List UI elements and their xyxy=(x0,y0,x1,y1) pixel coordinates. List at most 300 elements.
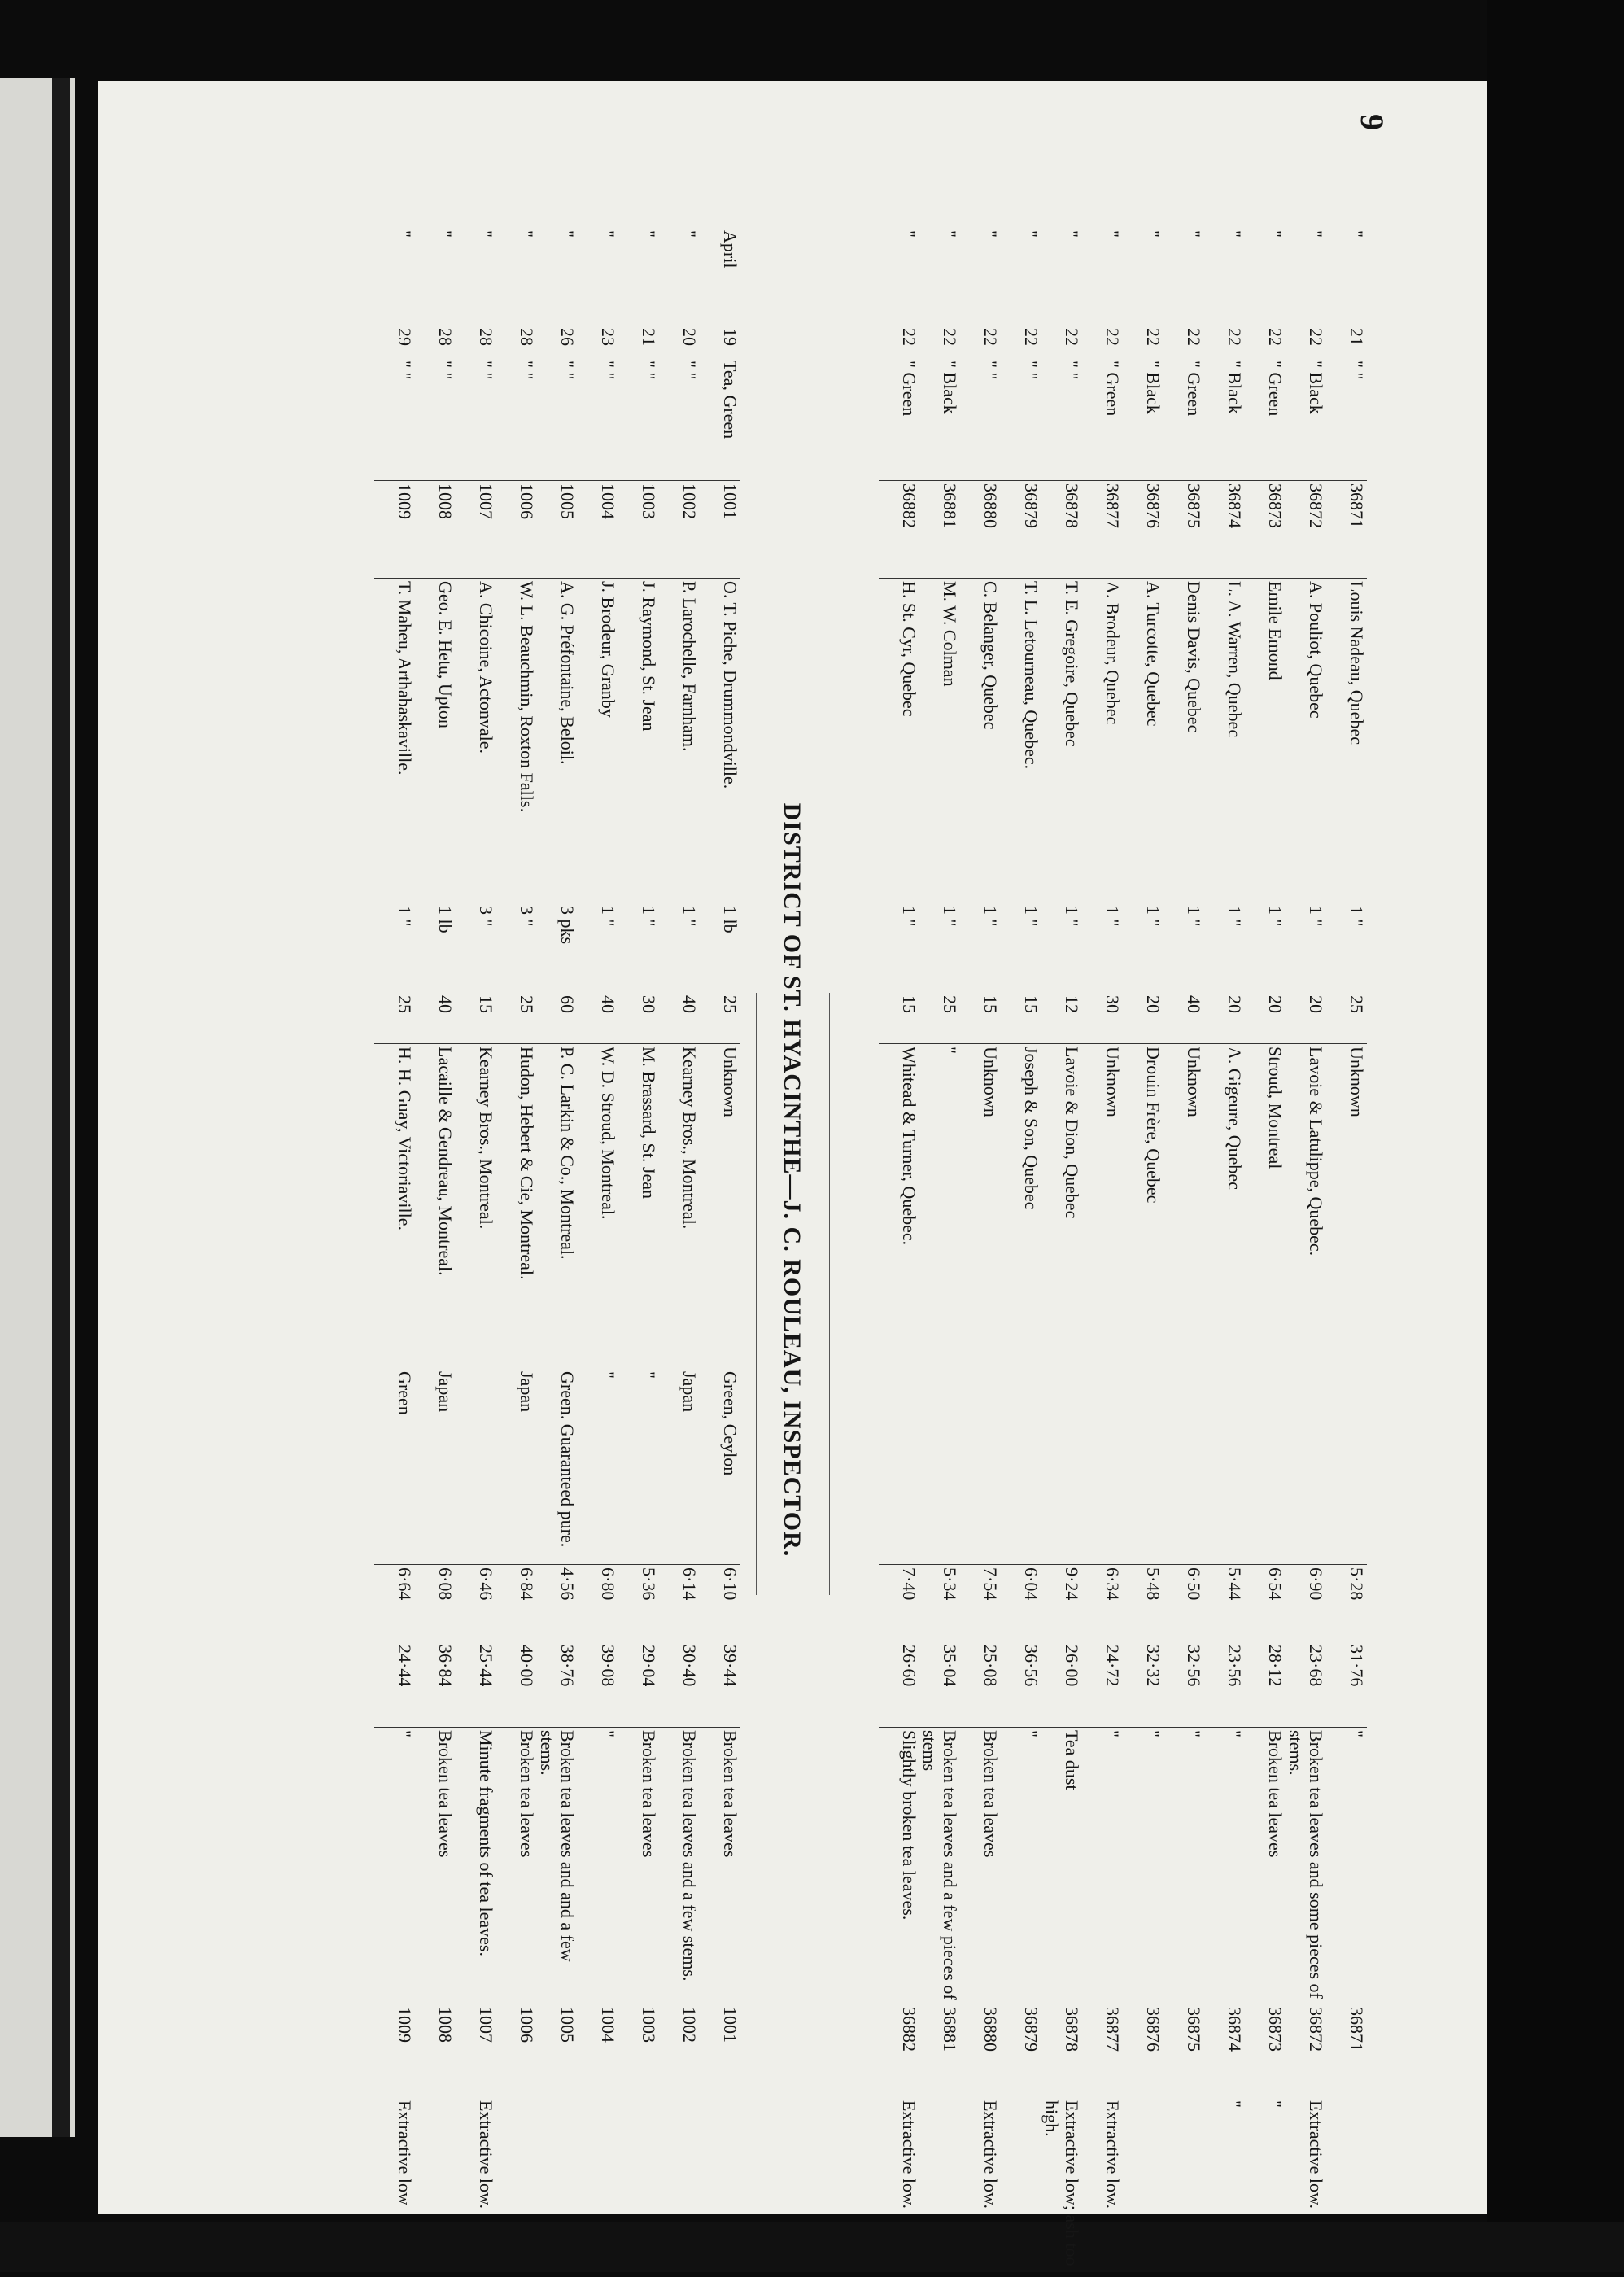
cell-no: 1001 xyxy=(700,480,740,578)
cell-mineral: 6·14 xyxy=(659,1564,700,1642)
cell-notes xyxy=(537,2098,578,2277)
cell-month: " xyxy=(1062,230,1082,238)
cell-vendor: C. Belanger, Quebec xyxy=(960,578,1001,903)
cell-qty: 1 " xyxy=(1306,906,1326,927)
cell-notes xyxy=(1123,2098,1163,2277)
cell-no: 1006 xyxy=(496,480,537,578)
cell-kind-value: " xyxy=(980,372,1001,380)
cell-remark: Minute fragments of tea leaves. xyxy=(456,1727,496,2004)
cell-day: 22 xyxy=(1062,328,1082,346)
cell-origin xyxy=(879,1369,919,1564)
cell-origin: Green, Ceylon xyxy=(720,1371,740,1476)
cell-qty: 1 " xyxy=(1347,906,1367,927)
cell-vendor: O. T. Piche, Drummondville. xyxy=(700,578,740,903)
cell-vendor: T. Maheu, Arthabaskaville. xyxy=(374,578,415,903)
cell-kind xyxy=(496,358,537,480)
cell-qty: 1 " xyxy=(679,906,700,927)
cell-kind-value: Green xyxy=(1184,372,1204,417)
cell-maker: P. C. Larkin & Co., Montreal. xyxy=(537,1043,578,1369)
cell-article: " xyxy=(476,361,496,368)
cell-no: 36881 xyxy=(919,480,960,578)
cell-kind-value: " xyxy=(1347,372,1367,380)
cell-kind-value: Black xyxy=(1143,372,1163,414)
cell-day: 29 xyxy=(395,328,415,346)
cell-no2: 36875 xyxy=(1163,2004,1204,2098)
district-heading: DISTRICT OF ST. HYACINTHE—J. C. ROULEAU, INSPECTOR. xyxy=(779,802,805,1558)
cell-article: " xyxy=(598,361,618,368)
cell-no: 36873 xyxy=(1245,480,1286,578)
cell-article: Tea, xyxy=(720,361,740,391)
cell-article: " xyxy=(1347,361,1367,368)
cell-maker: " xyxy=(919,1043,960,1369)
cell-qty: 1 " xyxy=(395,906,415,927)
cell-mineral: 6·46 xyxy=(456,1564,496,1642)
cell-qty: 1 " xyxy=(940,906,960,927)
cell-notes: Extractive low. xyxy=(476,2100,496,2209)
cell-maker: H. H. Guay, Victoriaville. xyxy=(374,1043,415,1369)
cell-remark: Broken tea leaves xyxy=(496,1727,537,2004)
cell-article: " xyxy=(1143,361,1163,368)
cell-extract: 26·60 xyxy=(899,1645,919,1687)
cell-mineral: 7·54 xyxy=(960,1564,1001,1642)
cell-maker: Lavoie & Dion, Quebec xyxy=(1041,1043,1082,1369)
cell-price: 20 xyxy=(1265,995,1286,1013)
cell-month: " xyxy=(598,230,618,238)
cell-kind xyxy=(1245,358,1286,480)
cell-day: 22 xyxy=(899,328,919,346)
cell-notes: Extractive low. xyxy=(1306,2100,1326,2209)
cell-no2: 1005 xyxy=(537,2004,578,2098)
cell-qty: 1 " xyxy=(1143,906,1163,927)
cell-maker: Kearney Bros., Montreal. xyxy=(456,1043,496,1369)
cell-mineral: 6·50 xyxy=(1163,1564,1204,1642)
cell-vendor: T. L. Letourneau, Quebec. xyxy=(1001,578,1041,903)
cell-vendor: Emile Emond xyxy=(1245,578,1286,903)
cell-no2: 36871 xyxy=(1326,2004,1367,2098)
cell-remark: Broken tea leaves xyxy=(415,1727,456,2004)
cell-maker: Unknown xyxy=(1163,1043,1204,1369)
cell-month: April xyxy=(720,230,740,269)
cell-day: 22 xyxy=(1306,328,1326,346)
cell-remark: Broken tea leaves xyxy=(1245,1727,1286,2004)
cell-price: 40 xyxy=(435,995,456,1013)
cell-month: " xyxy=(1021,230,1041,238)
cell-day: 23 xyxy=(598,328,618,346)
data-grid xyxy=(879,228,1367,2266)
cell-kind-value: Green xyxy=(1102,372,1123,417)
cell-extract: 29·04 xyxy=(639,1645,659,1687)
cell-no: 36874 xyxy=(1204,480,1245,578)
cell-kind xyxy=(1001,358,1041,480)
cell-no2: 36880 xyxy=(960,2004,1001,2098)
section-rule-2 xyxy=(756,993,757,1595)
cell-kind xyxy=(456,358,496,480)
cell-vendor: H. St. Cyr, Quebec xyxy=(879,578,919,903)
cell-article: " xyxy=(1225,361,1245,368)
cell-maker: Unknown xyxy=(960,1043,1001,1369)
cell-kind xyxy=(578,358,618,480)
cell-price: 40 xyxy=(679,995,700,1013)
cell-vendor: A. Chicoine, Actonvale. xyxy=(456,578,496,903)
cell-qty: 1 " xyxy=(639,906,659,927)
cell-origin: " xyxy=(598,1371,618,1379)
cell-extract: 32·32 xyxy=(1143,1645,1163,1687)
cell-mineral: 6·64 xyxy=(374,1564,415,1642)
cell-origin: Japan xyxy=(517,1371,537,1413)
cell-vendor: A. Turcotte, Quebec xyxy=(1123,578,1163,903)
cell-vendor: J. Raymond, St. Jean xyxy=(618,578,659,903)
cell-day: 22 xyxy=(980,328,1001,346)
cell-origin: Japan xyxy=(679,1371,700,1413)
cell-no2: 36878 xyxy=(1041,2004,1082,2098)
cell-vendor: M. W. Colman xyxy=(919,578,960,903)
cell-maker: Lavoie & Latulippe, Quebec. xyxy=(1286,1043,1326,1369)
cell-article: " xyxy=(395,361,415,368)
cell-extract: 30·40 xyxy=(679,1645,700,1687)
cell-extract: 38·76 xyxy=(557,1645,578,1687)
cell-extract: 26·00 xyxy=(1062,1645,1082,1687)
cell-origin xyxy=(1286,1369,1326,1564)
cell-day: 22 xyxy=(1021,328,1041,346)
cell-kind-value: " xyxy=(679,372,700,380)
cell-qty: 1 " xyxy=(598,906,618,927)
cell-origin xyxy=(1326,1369,1367,1564)
cell-qty: 1 " xyxy=(1062,906,1082,927)
cell-maker: Unknown xyxy=(1082,1043,1123,1369)
cell-mineral: 5·34 xyxy=(919,1564,960,1642)
cell-no2: 36881 xyxy=(919,2004,960,2098)
cell-day: 26 xyxy=(557,328,578,346)
cell-vendor: L. A. Warren, Quebec xyxy=(1204,578,1245,903)
cell-no2: 36879 xyxy=(1001,2004,1041,2098)
cell-no: 1002 xyxy=(659,480,700,578)
cell-price: 15 xyxy=(476,995,496,1013)
cell-qty: 1 lb xyxy=(720,906,740,933)
cell-kind-value: " xyxy=(517,372,537,380)
cell-notes: Extractive low. xyxy=(1102,2100,1123,2209)
cell-notes xyxy=(415,2098,456,2277)
section-rule xyxy=(829,993,830,1595)
cell-notes xyxy=(618,2098,659,2277)
cell-day: 28 xyxy=(517,328,537,346)
page-content-rotated xyxy=(57,114,1399,2266)
cell-price: 15 xyxy=(980,995,1001,1013)
cell-kind-value: Green xyxy=(1265,372,1286,417)
table-top xyxy=(879,228,1367,2266)
cell-mineral: 6·34 xyxy=(1082,1564,1123,1642)
cell-month: " xyxy=(476,230,496,238)
cell-price: 12 xyxy=(1062,995,1082,1013)
cell-remark: Slightly broken tea leaves. xyxy=(879,1727,919,2004)
cell-qty: 3 " xyxy=(517,906,537,927)
cell-maker: Kearney Bros., Montreal. xyxy=(659,1043,700,1369)
cell-qty: 1 " xyxy=(980,906,1001,927)
cell-notes: " xyxy=(1265,2100,1286,2108)
cell-remark: " xyxy=(1163,1727,1204,2004)
cell-qty: 1 " xyxy=(1184,906,1204,927)
cell-notes xyxy=(700,2098,740,2277)
cell-no2: 1008 xyxy=(415,2004,456,2098)
cell-kind xyxy=(1204,358,1245,480)
cell-day: 22 xyxy=(940,328,960,346)
cell-extract: 31·76 xyxy=(1347,1645,1367,1687)
cell-price: 30 xyxy=(639,995,659,1013)
cell-article: " xyxy=(1062,361,1082,368)
cell-no2: 1006 xyxy=(496,2004,537,2098)
cell-month: " xyxy=(517,230,537,238)
cell-article: " xyxy=(1265,361,1286,368)
cell-kind xyxy=(1041,358,1082,480)
cell-vendor: Louis Nadeau, Quebec xyxy=(1326,578,1367,903)
cell-maker: W. D. Stroud, Montreal. xyxy=(578,1043,618,1369)
cell-maker: Stroud, Montreal xyxy=(1245,1043,1286,1369)
cell-qty: 3 pks xyxy=(557,906,578,945)
cell-month: " xyxy=(899,230,919,238)
cell-price: 25 xyxy=(517,995,537,1013)
cell-qty: 1 " xyxy=(1021,906,1041,927)
cell-day: 21 xyxy=(1347,328,1367,346)
cell-kind-value: " xyxy=(1021,372,1041,380)
cell-month: " xyxy=(1306,230,1326,238)
cell-kind xyxy=(659,358,700,480)
cell-article: " xyxy=(1306,361,1326,368)
cell-no2: 36873 xyxy=(1245,2004,1286,2098)
cell-remark: Broken tea leaves and and a few stems. xyxy=(537,1727,578,2004)
cell-no: 1007 xyxy=(456,480,496,578)
cell-article: " xyxy=(899,361,919,368)
cell-month: " xyxy=(980,230,1001,238)
cell-no2: 36882 xyxy=(879,2004,919,2098)
cell-notes: " xyxy=(1225,2100,1245,2108)
cell-extract: 39·08 xyxy=(598,1645,618,1687)
cell-extract: 36·56 xyxy=(1021,1645,1041,1687)
cell-no2: 1002 xyxy=(659,2004,700,2098)
data-grid xyxy=(374,228,740,2209)
cell-origin: " xyxy=(639,1371,659,1379)
cell-price: 40 xyxy=(1184,995,1204,1013)
cell-price: 15 xyxy=(1021,995,1041,1013)
cell-extract: 23·56 xyxy=(1225,1645,1245,1687)
page-number: 9 xyxy=(1354,114,1390,130)
cell-extract: 25·44 xyxy=(476,1645,496,1687)
cell-article: " xyxy=(435,361,456,368)
cell-price: 20 xyxy=(1306,995,1326,1013)
cell-kind xyxy=(1286,358,1326,480)
cell-no: 36871 xyxy=(1326,480,1367,578)
cell-no: 36878 xyxy=(1041,480,1082,578)
cell-no: 36876 xyxy=(1123,480,1163,578)
cell-price: 60 xyxy=(557,995,578,1013)
cell-article: " xyxy=(1184,361,1204,368)
cell-price: 25 xyxy=(720,995,740,1013)
cell-maker: Drouin Frère, Quebec xyxy=(1123,1043,1163,1369)
cell-vendor: J. Brodeur, Granby xyxy=(578,578,618,903)
cell-month: " xyxy=(1143,230,1163,238)
cell-article: " xyxy=(517,361,537,368)
cell-notes xyxy=(1326,2098,1367,2277)
cell-qty: 1 " xyxy=(899,906,919,927)
cell-notes xyxy=(496,2098,537,2277)
cell-day: 20 xyxy=(679,328,700,346)
cell-day: 22 xyxy=(1184,328,1204,346)
cell-kind xyxy=(1082,358,1123,480)
cell-day: 22 xyxy=(1143,328,1163,346)
cell-article: " xyxy=(940,361,960,368)
cell-no: 1005 xyxy=(537,480,578,578)
cell-month: " xyxy=(1265,230,1286,238)
cell-origin xyxy=(1204,1369,1245,1564)
cell-remark: " xyxy=(374,1727,415,2004)
cell-article: " xyxy=(1021,361,1041,368)
cell-kind xyxy=(1326,358,1367,480)
cell-vendor: A. G. Préfontaine, Beloil. xyxy=(537,578,578,903)
cell-no: 1003 xyxy=(618,480,659,578)
cell-remark: Broken tea leaves xyxy=(960,1727,1001,2004)
cell-extract: 28·12 xyxy=(1265,1645,1286,1687)
cell-maker: Whitead & Turner, Quebec. xyxy=(879,1043,919,1369)
cell-kind xyxy=(1163,358,1204,480)
cell-kind xyxy=(537,358,578,480)
cell-no: 36872 xyxy=(1286,480,1326,578)
cell-article: " xyxy=(639,361,659,368)
cell-origin xyxy=(1163,1369,1204,1564)
cell-mineral: 7·40 xyxy=(879,1564,919,1642)
cell-remark: " xyxy=(1001,1727,1041,2004)
cell-origin xyxy=(1001,1369,1041,1564)
cell-month: " xyxy=(639,230,659,238)
cell-day: 22 xyxy=(1102,328,1123,346)
cell-vendor: Geo. E. Hetu, Upton xyxy=(415,578,456,903)
cell-mineral: 6·08 xyxy=(415,1564,456,1642)
cell-qty: 3 " xyxy=(476,906,496,927)
cell-no: 36877 xyxy=(1082,480,1123,578)
cell-origin: Green. Guaranteed pure. xyxy=(557,1371,578,1548)
cell-article: " xyxy=(557,361,578,368)
cell-remark: " xyxy=(578,1727,618,2004)
cell-mineral: 6·90 xyxy=(1286,1564,1326,1642)
cell-mineral: 6·04 xyxy=(1001,1564,1041,1642)
cell-article: " xyxy=(980,361,1001,368)
cell-no: 36875 xyxy=(1163,480,1204,578)
cell-maker: M. Brassard, St. Jean xyxy=(618,1043,659,1369)
cell-remark: Broken tea leaves and a few stems. xyxy=(659,1727,700,2004)
cell-month: " xyxy=(940,230,960,238)
cell-origin: Green xyxy=(395,1371,415,1415)
cell-vendor: W. L. Beauchmin, Roxton Falls. xyxy=(496,578,537,903)
cell-price: 30 xyxy=(1102,995,1123,1013)
cell-origin xyxy=(1082,1369,1123,1564)
cell-remark: " xyxy=(1123,1727,1163,2004)
cell-qty: 1 lb xyxy=(435,906,456,933)
cell-price: 25 xyxy=(395,995,415,1013)
cell-origin xyxy=(1245,1369,1286,1564)
cell-no2: 36877 xyxy=(1082,2004,1123,2098)
cell-mineral: 5·44 xyxy=(1204,1564,1245,1642)
cell-no2: 1003 xyxy=(618,2004,659,2098)
cell-mineral: 5·28 xyxy=(1326,1564,1367,1642)
cell-mineral: 5·48 xyxy=(1123,1564,1163,1642)
cell-day: 22 xyxy=(1225,328,1245,346)
cell-kind xyxy=(960,358,1001,480)
cell-maker: A. Gigeure, Quebec xyxy=(1204,1043,1245,1369)
cell-vendor: A. Pouliot, Quebec xyxy=(1286,578,1326,903)
cell-extract: 39·44 xyxy=(720,1645,740,1687)
cell-vendor: Denis Davis, Quebec xyxy=(1163,578,1204,903)
cell-kind-value: Green xyxy=(899,372,919,417)
cell-price: 20 xyxy=(1143,995,1163,1013)
cell-day: 21 xyxy=(639,328,659,346)
cell-notes xyxy=(919,2098,960,2277)
cell-extract: 40·00 xyxy=(517,1645,537,1687)
cell-month: " xyxy=(1184,230,1204,238)
cell-qty: 1 " xyxy=(1265,906,1286,927)
cell-article: " xyxy=(679,361,700,368)
cell-remark: Broken tea leaves xyxy=(618,1727,659,2004)
table-bottom xyxy=(374,228,740,2209)
cell-kind-value: " xyxy=(1062,372,1082,380)
cell-day: 28 xyxy=(476,328,496,346)
cell-extract: 35·04 xyxy=(940,1645,960,1687)
cell-maker: Lacaille & Gendreau, Montreal. xyxy=(415,1043,456,1369)
cell-kind-value: " xyxy=(395,372,415,380)
cell-kind-value: Black xyxy=(940,372,960,414)
cell-kind-value: Green xyxy=(720,395,740,439)
cell-qty: 1 " xyxy=(1102,906,1123,927)
cell-maker: Unknown xyxy=(1326,1043,1367,1369)
cell-kind-value: Black xyxy=(1225,372,1245,414)
cell-mineral: 6·54 xyxy=(1245,1564,1286,1642)
cell-no2: 36874 xyxy=(1204,2004,1245,2098)
cell-notes: Extractive low. xyxy=(899,2100,919,2209)
cell-price: 25 xyxy=(940,995,960,1013)
cell-no: 1009 xyxy=(374,480,415,578)
cell-remark: " xyxy=(1082,1727,1123,2004)
cell-mineral: 4·56 xyxy=(537,1564,578,1642)
cell-month: " xyxy=(1347,230,1367,238)
cell-month: " xyxy=(1102,230,1123,238)
cell-month: " xyxy=(435,230,456,238)
cell-remark: " xyxy=(1204,1727,1245,2004)
cell-price: 20 xyxy=(1225,995,1245,1013)
cell-vendor: A. Brodeur, Quebec xyxy=(1082,578,1123,903)
cell-no2: 36872 xyxy=(1286,2004,1326,2098)
cell-kind xyxy=(1123,358,1163,480)
cell-maker: Unknown xyxy=(700,1043,740,1369)
cell-no2: 36876 xyxy=(1123,2004,1163,2098)
cell-month: " xyxy=(679,230,700,238)
cell-origin: Japan xyxy=(435,1371,456,1413)
cell-extract: 24·44 xyxy=(395,1645,415,1687)
cell-kind-value: " xyxy=(598,372,618,380)
cell-notes: Extractive low xyxy=(395,2100,415,2205)
cell-notes xyxy=(1001,2098,1041,2277)
cell-kind-value: " xyxy=(435,372,456,380)
cell-mineral: 5·36 xyxy=(618,1564,659,1642)
cell-mineral: 6·80 xyxy=(578,1564,618,1642)
cell-kind-value: Black xyxy=(1306,372,1326,414)
cell-no: 36882 xyxy=(879,480,919,578)
cell-kind xyxy=(415,358,456,480)
cell-origin xyxy=(456,1369,496,1564)
cell-no: 36879 xyxy=(1001,480,1041,578)
cell-kind-value: " xyxy=(476,372,496,380)
cell-month: " xyxy=(395,230,415,238)
cell-extract: 24·72 xyxy=(1102,1645,1123,1687)
cell-kind-value: " xyxy=(557,372,578,380)
cell-remark: Tea dust xyxy=(1041,1727,1082,2004)
cell-article: " xyxy=(1102,361,1123,368)
cell-price: 15 xyxy=(899,995,919,1013)
